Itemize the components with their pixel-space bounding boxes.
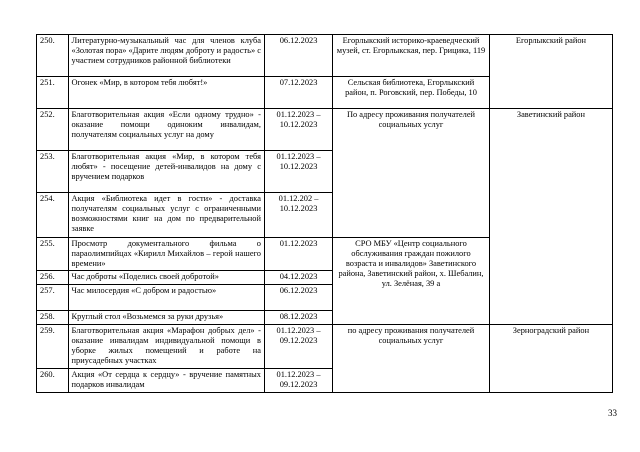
row-number: 257.	[37, 285, 69, 311]
event-place: Егорлыкский историко-краеведческий музей, ст. Егорлыкская, пер. Грицика, 119	[333, 35, 490, 77]
event-description: Благотворительная акция «Если одному трудно» - оказание помощи одиноким инвалидам, получателям социальных услуг на дому	[68, 109, 264, 151]
events-table	[36, 34, 613, 393]
row-number: 256.	[37, 271, 69, 285]
event-date: 01.12.2023 – 10.12.2023	[264, 109, 332, 151]
district: Егорлыкский район	[489, 35, 612, 109]
row-number: 255.	[37, 238, 69, 271]
event-description: Благотворительная акция «Мир, в котором тебя любят» - посещение детей-инвалидов на дому с вручением подарков	[68, 151, 264, 193]
table-row	[37, 109, 613, 151]
event-place: По адресу проживания получателей социальных услуг	[333, 109, 490, 238]
event-date: 08.12.2023	[264, 311, 332, 325]
row-number: 254.	[37, 193, 69, 238]
row-number: 252.	[37, 109, 69, 151]
event-description: Литературно-музыкальный час для членов клуба «Золотая пора» «Дарите людям доброту и радость» с участием сотрудников районной библиотеки	[68, 35, 264, 77]
event-description: Огонек «Мир, в котором тебя любят!»	[68, 77, 264, 109]
row-number: 253.	[37, 151, 69, 193]
event-description: Круглый стол «Возьмемся за руки друзья»	[68, 311, 264, 325]
event-date: 01.12.2023	[264, 238, 332, 271]
event-date: 01.12.202 – 10.12.2023	[264, 193, 332, 238]
event-date: 07.12.2023	[264, 77, 332, 109]
event-date: 01.12.2023 – 09.12.2023	[264, 325, 332, 368]
table-row	[37, 325, 613, 368]
row-number: 251.	[37, 77, 69, 109]
page-number: 33	[608, 408, 617, 418]
event-date: 06.12.2023	[264, 35, 332, 77]
event-date: 01.12.2023 – 09.12.2023	[264, 368, 332, 392]
row-number: 260.	[37, 368, 69, 392]
event-place: СРО МБУ «Центр социального обслуживания граждан пожилого возраста и инвалидов» Заветинского района, Заветинский район, х. Шебалин, ул. Зелёная, 39 а	[333, 238, 490, 325]
event-description: Благотворительная акция «Марафон добрых дел» - оказание инвалидам индивидуальной помощи в уборке жилых помещений и работе на приусадебных участках	[68, 325, 264, 368]
table-row	[37, 35, 613, 77]
district: Заветинский район	[489, 109, 612, 325]
event-date: 04.12.2023	[264, 271, 332, 285]
event-date: 06.12.2023	[264, 285, 332, 311]
event-description: Акция «От сердца к сердцу» - вручение памятных подарков инвалидам	[68, 368, 264, 392]
event-date: 01.12.2023 – 10.12.2023	[264, 151, 332, 193]
row-number: 258.	[37, 311, 69, 325]
event-description: Час милосердия «С добром и радостью»	[68, 285, 264, 311]
event-place: по адресу проживания получателей социальных услуг	[333, 325, 490, 392]
district: Зерноградский район	[489, 325, 612, 392]
event-place: Сельская библиотека, Егорлыкский район, п. Роговский, пер. Победы, 10	[333, 77, 490, 109]
row-number: 250.	[37, 35, 69, 77]
event-description: Час доброты «Поделись своей добротой»	[68, 271, 264, 285]
event-description: Просмотр документального фильма о параолимпийцах «Кирилл Михайлов – герой нашего времени»	[68, 238, 264, 271]
event-description: Акция «Библиотека идет в гости» - доставка получателям социальных услуг с ограниченными возможностями книг на дом по предварительной заявке	[68, 193, 264, 238]
row-number: 259.	[37, 325, 69, 368]
